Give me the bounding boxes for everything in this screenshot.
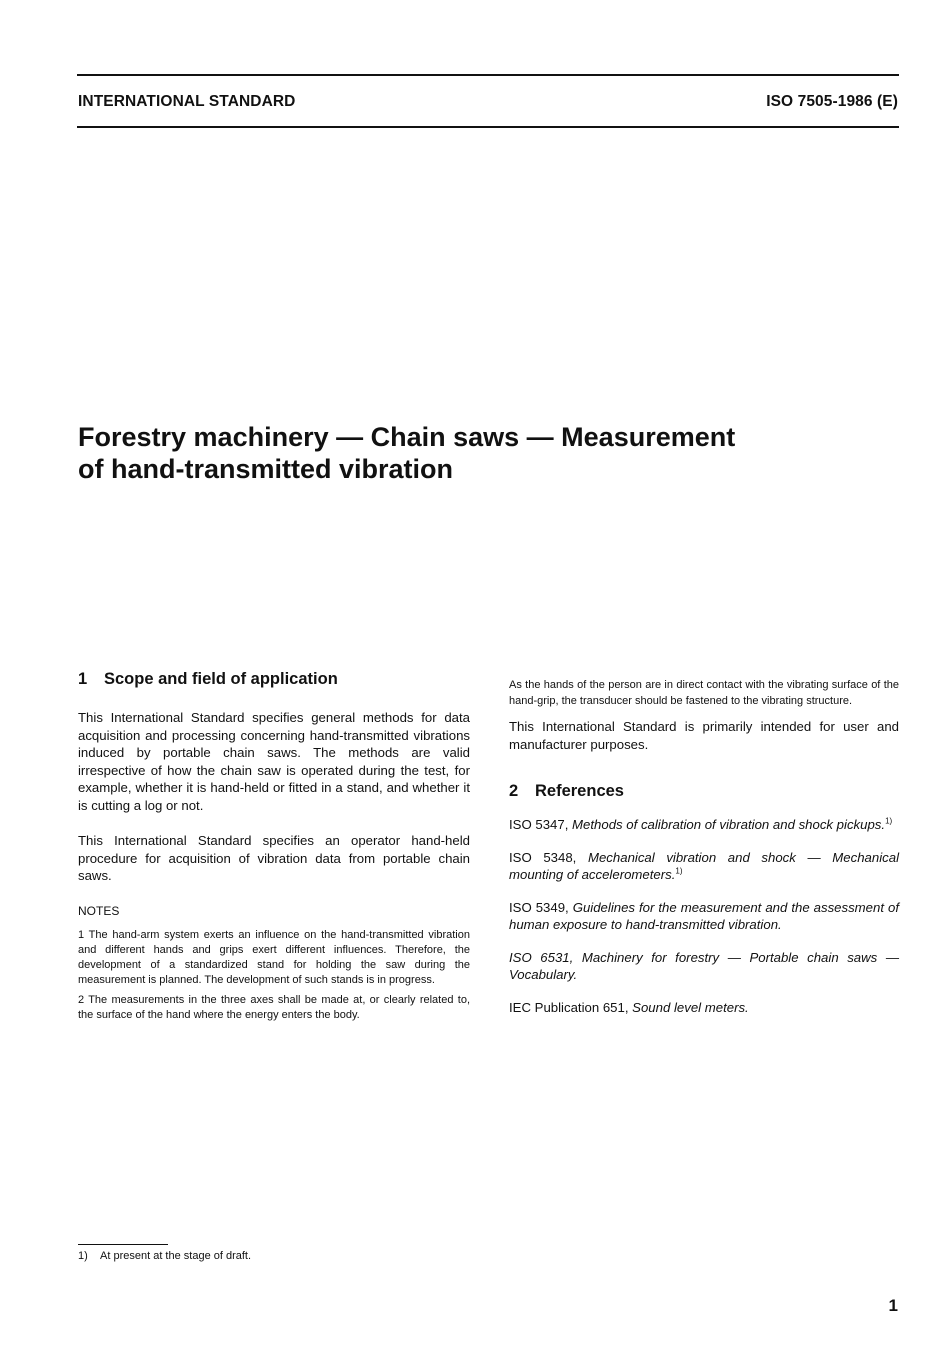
reference-title: Sound level meters. xyxy=(632,999,749,1015)
standard-number: ISO 7505-1986 (E) xyxy=(766,93,898,110)
reference-id: IEC Publication 651, xyxy=(509,999,633,1015)
footnote xyxy=(78,1250,251,1262)
scope-paragraph-2: This International Standard specifies an operator hand-held procedure for acquisition of vibration data from portable chain saws. xyxy=(78,833,470,883)
section-2-number: 2 xyxy=(509,782,519,800)
reference-item xyxy=(509,816,899,834)
section-1-heading xyxy=(78,668,470,690)
reference-item xyxy=(509,949,899,984)
section-1-number: 1 xyxy=(78,670,88,688)
footnote-rule xyxy=(78,1244,168,1245)
reference-id: ISO 6531, xyxy=(509,949,582,965)
title-line-1: Forestry machinery — Chain saws — Measurement xyxy=(78,422,736,452)
footnote-mark: 1) xyxy=(78,1250,88,1262)
footnote-ref: 1) xyxy=(885,816,893,826)
reference-id: ISO 5347, xyxy=(509,817,573,832)
reference-item xyxy=(509,999,899,1017)
footnote-text: At present at the stage of draft. xyxy=(100,1250,252,1262)
header-rule-bottom xyxy=(77,126,899,128)
reference-item xyxy=(509,899,899,934)
scope-paragraph-4: This International Standard is primarily intended for user and manufacturer purposes. xyxy=(509,719,899,752)
section-2-title: References xyxy=(535,782,624,800)
reference-item xyxy=(509,849,899,884)
scope-paragraph-3: As the hands of the person are in direct contact with the vibrating surface of the hand-grip, the transducer should be fastened to the vibrating structure. xyxy=(509,679,899,707)
section-2-heading xyxy=(509,780,899,802)
reference-title: Machinery for forestry — Portable chain saws — Vocabulary. xyxy=(509,949,900,982)
document-type-label: INTERNATIONAL STANDARD xyxy=(78,93,296,110)
note-2: 2 The measurements in the three axes shall be made at, or clearly related to, the surface of the hand where the energy enters the body. xyxy=(78,993,470,1021)
scope-paragraph-1: This International Standard specifies general methods for data acquisition and processing concerning hand-transmitted vibrations induced by portable chain saws. The methods are valid irrespective of how the chain saw is operated during the test, for example, whether it is hand-held or fitted in a stand, and whether it is cutting a log or not. xyxy=(78,710,470,813)
title-line-2: of hand-transmitted vibration xyxy=(78,454,454,484)
page-number: 1 xyxy=(888,1296,898,1315)
header-rule-top xyxy=(77,74,899,76)
reference-id: ISO 5349, xyxy=(509,899,573,915)
left-column xyxy=(78,668,470,1023)
reference-title: Mechanical vibration and shock — Mechanical mounting of accelerometers. xyxy=(509,849,900,882)
right-column xyxy=(509,668,899,1016)
footnote-ref: 1) xyxy=(675,866,683,876)
notes-heading: NOTES xyxy=(78,903,120,918)
document-title xyxy=(78,421,898,485)
reference-title: Methods of calibration of vibration and shock pickups. xyxy=(572,817,886,832)
reference-id: ISO 5348, xyxy=(509,849,588,865)
section-1-title: Scope and field of application xyxy=(104,670,338,688)
note-1: 1 The hand-arm system exerts an influence on the hand-transmitted vibration and different hands and grips exert different influences. Therefore, the development of a standardized stand for holding the saw during the measurement is planned. The development of such stands is in progress. xyxy=(78,928,470,986)
reference-title: Guidelines for the measurement and the assessment of human exposure to hand-transmitted vibration. xyxy=(509,899,899,932)
